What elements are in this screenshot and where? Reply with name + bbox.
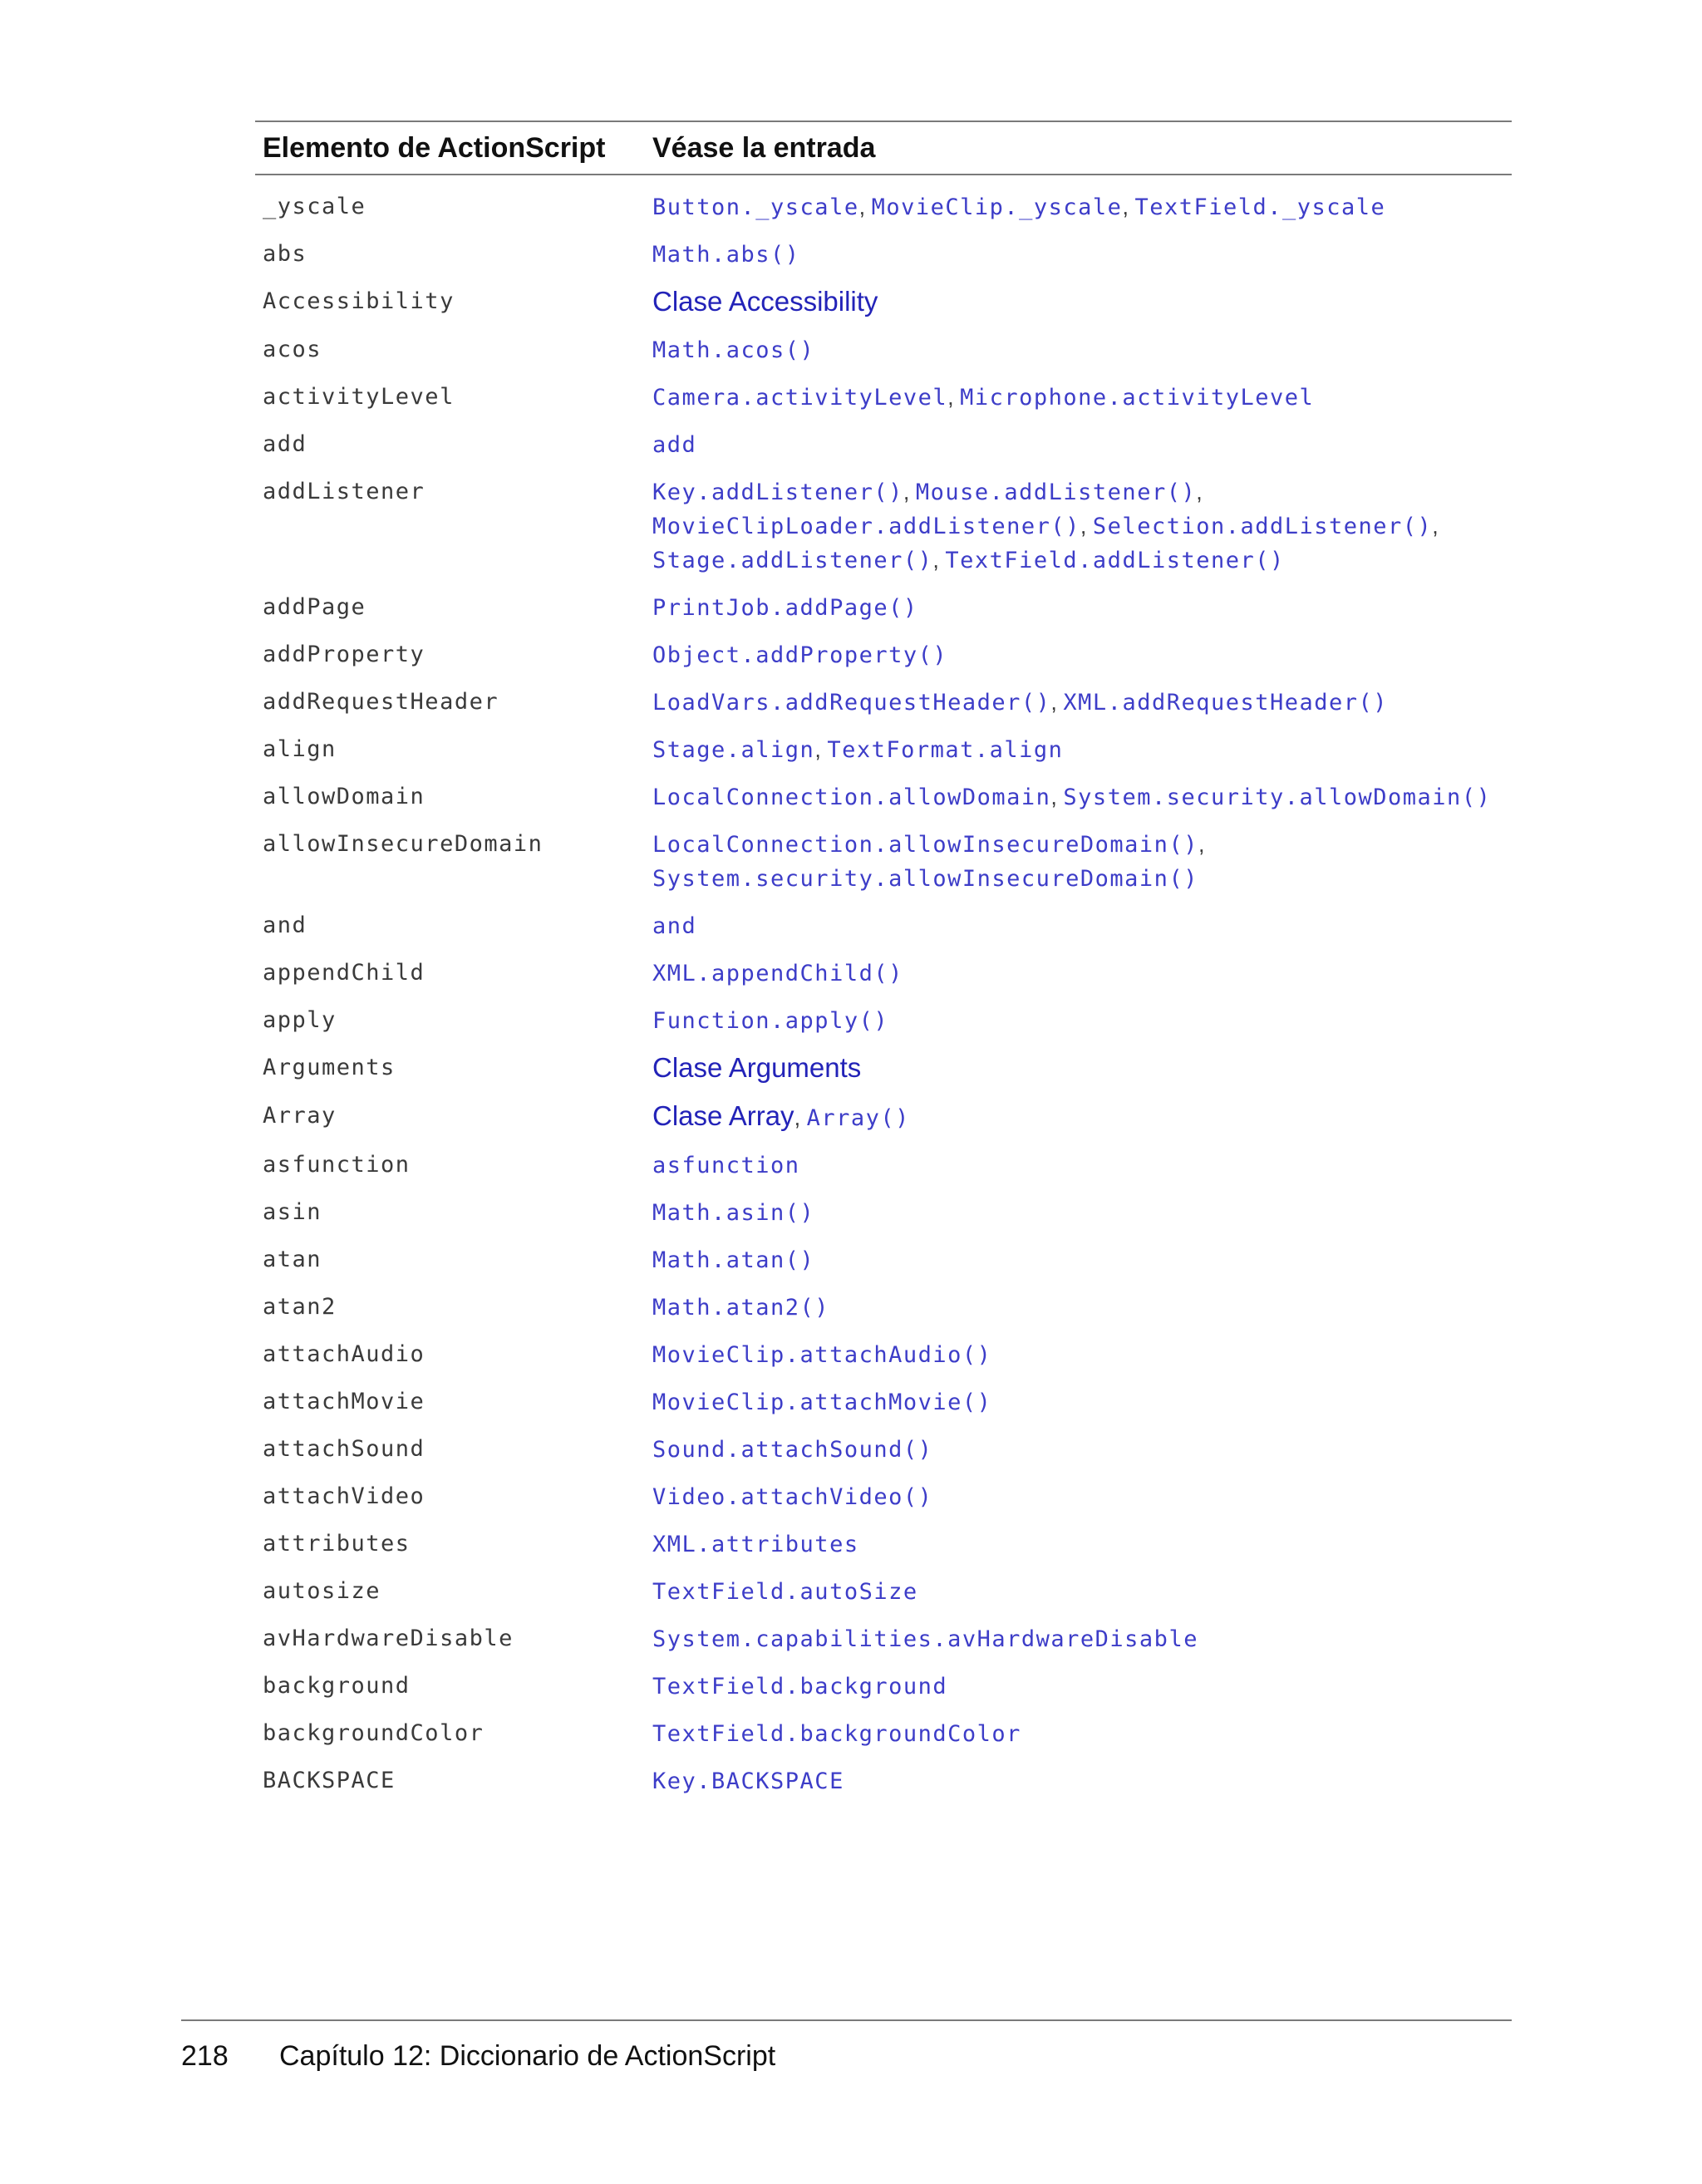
see-entry-cell [652, 190, 1512, 224]
reference-link[interactable]: System.security.allowDomain() [1063, 785, 1492, 810]
reference-link[interactable]: TextField.autoSize [652, 1579, 918, 1605]
separator: , [1050, 690, 1064, 715]
separator: , [1080, 514, 1093, 539]
table-row [255, 374, 1512, 421]
table-row [255, 1331, 1512, 1379]
table-row [255, 950, 1512, 997]
reference-link[interactable]: LoadVars.addRequestHeader() [652, 690, 1051, 716]
refs-line [652, 1338, 1512, 1372]
element-name: atan [263, 1247, 322, 1272]
reference-link[interactable]: Math.atan2() [652, 1295, 830, 1321]
refs-line [652, 1575, 1512, 1609]
reference-link[interactable]: MovieClipLoader.addListener() [652, 514, 1080, 539]
see-entry-cell [652, 1051, 1512, 1086]
refs-line [652, 190, 1512, 224]
element-name: addProperty [263, 642, 426, 667]
element-name: BACKSPACE [263, 1768, 396, 1793]
table-row [255, 903, 1512, 950]
refs-line [652, 1291, 1512, 1325]
reference-table [255, 121, 1512, 1805]
see-entry-cell [652, 1717, 1512, 1751]
see-entry-cell [652, 285, 1512, 320]
element-name: attachAudio [263, 1341, 426, 1367]
refs-line [652, 733, 1512, 767]
element-name: attachSound [263, 1436, 426, 1462]
refs-line [652, 780, 1512, 814]
refs-line [652, 591, 1512, 625]
see-entry-cell [652, 1291, 1512, 1325]
separator: , [858, 194, 872, 219]
table-row [255, 1237, 1512, 1284]
page-number: 218 [181, 2040, 229, 2072]
element-name: addRequestHeader [263, 689, 499, 715]
table-row [255, 1093, 1512, 1142]
table-row [255, 997, 1512, 1045]
element-name: Accessibility [263, 288, 455, 314]
refs-line [652, 1099, 1512, 1135]
table-row [255, 1710, 1512, 1758]
refs-line [652, 686, 1512, 720]
reference-link[interactable]: System.capabilities.avHardwareDisable [652, 1626, 1198, 1652]
reference-link[interactable]: Math.asin() [652, 1200, 815, 1226]
see-entry-cell [652, 333, 1512, 367]
reference-link[interactable]: Math.abs() [652, 242, 800, 268]
element-name: attachVideo [263, 1483, 426, 1509]
reference-link[interactable]: Clase Arguments [652, 1052, 862, 1083]
element-name: addPage [263, 594, 366, 620]
table-row [255, 327, 1512, 374]
element-name: attributes [263, 1531, 411, 1557]
table-row [255, 184, 1512, 231]
separator: , [1198, 832, 1205, 857]
reference-link[interactable]: TextField.backgroundColor [652, 1721, 1021, 1747]
see-entry-cell [652, 1670, 1512, 1704]
refs-line [652, 1622, 1512, 1656]
refs-line [652, 381, 1512, 415]
refs-line [652, 1717, 1512, 1751]
reference-link[interactable]: Clase Accessibility [652, 286, 878, 317]
see-entry-cell [652, 638, 1512, 672]
see-entry-cell [652, 780, 1512, 814]
element-name: attachMovie [263, 1389, 426, 1414]
see-entry-cell [652, 957, 1512, 991]
see-entry-cell [652, 1575, 1512, 1609]
header-see-entry: Véase la entrada [652, 131, 876, 164]
table-row [255, 1142, 1512, 1189]
reference-link[interactable]: TextField.addListener() [945, 548, 1285, 573]
see-entry-cell [652, 1764, 1512, 1798]
table-row [255, 1473, 1512, 1521]
element-name: background [263, 1673, 411, 1699]
table-body [255, 184, 1512, 1805]
element-name: addListener [263, 479, 426, 504]
reference-link[interactable]: Object.addProperty() [652, 642, 948, 668]
reference-link[interactable]: add [652, 432, 697, 458]
table-row [255, 1663, 1512, 1710]
table-row [255, 1189, 1512, 1237]
reference-link[interactable]: Stage.addListener() [652, 548, 933, 573]
reference-link[interactable]: Math.acos() [652, 337, 815, 363]
table-row [255, 421, 1512, 469]
reference-link[interactable]: XML.addRequestHeader() [1063, 690, 1389, 716]
see-entry-cell [652, 381, 1512, 415]
refs-line [652, 1004, 1512, 1038]
see-entry-cell [652, 475, 1512, 578]
separator: , [1050, 785, 1064, 809]
separator: , [1196, 480, 1203, 504]
element-name: activityLevel [263, 384, 455, 410]
reference-link[interactable]: Camera.activityLevel [652, 385, 948, 411]
table-row [255, 1379, 1512, 1426]
table-row [255, 1521, 1512, 1568]
element-name: apply [263, 1007, 337, 1033]
reference-link[interactable]: TextField._yscale [1134, 194, 1386, 220]
element-name: Array [263, 1103, 337, 1129]
table-row [255, 726, 1512, 774]
see-entry-cell [652, 828, 1512, 896]
element-name: autosize [263, 1578, 381, 1604]
separator: , [794, 1105, 807, 1130]
reference-link[interactable]: Button._yscale [652, 194, 859, 220]
reference-link[interactable]: MovieClip.attachMovie() [652, 1390, 992, 1415]
element-name: _yscale [263, 194, 366, 219]
element-name: allowDomain [263, 784, 426, 809]
reference-link[interactable]: Math.atan() [652, 1247, 815, 1273]
reference-link[interactable]: Sound.attachSound() [652, 1437, 933, 1463]
element-name: align [263, 736, 337, 762]
element-name: acos [263, 337, 322, 362]
reference-link[interactable]: XML.attributes [652, 1532, 859, 1557]
table-row [255, 632, 1512, 679]
element-name: avHardwareDisable [263, 1626, 514, 1651]
refs-line [652, 1670, 1512, 1704]
refs-line [652, 1149, 1512, 1183]
see-entry-cell [652, 1480, 1512, 1514]
reference-link[interactable]: asfunction [652, 1153, 800, 1178]
refs-line [652, 285, 1512, 320]
refs-line [652, 1051, 1512, 1086]
refs-line [652, 1196, 1512, 1230]
reference-link[interactable]: Microphone.activityLevel [960, 385, 1315, 411]
refs-line [652, 1433, 1512, 1467]
element-name: abs [263, 241, 307, 267]
reference-link[interactable]: Function.apply() [652, 1008, 889, 1034]
see-entry-cell [652, 733, 1512, 767]
see-entry-cell [652, 1004, 1512, 1038]
see-entry-cell [652, 1149, 1512, 1183]
see-entry-cell [652, 1527, 1512, 1562]
reference-link[interactable]: Key.BACKSPACE [652, 1768, 844, 1794]
see-entry-cell [652, 1385, 1512, 1419]
refs-line [652, 638, 1512, 672]
refs-line [652, 475, 1512, 509]
separator: , [814, 737, 828, 762]
table-header-row [255, 122, 1512, 174]
table-row [255, 469, 1512, 584]
see-entry-cell [652, 1433, 1512, 1467]
see-entry-cell [652, 1196, 1512, 1230]
reference-link[interactable]: Clase Array [652, 1100, 794, 1131]
reference-link[interactable]: Mouse.addListener() [915, 480, 1197, 505]
footer-rule [181, 2019, 1512, 2021]
refs-line [652, 428, 1512, 462]
element-name: asfunction [263, 1152, 411, 1178]
table-row [255, 679, 1512, 726]
element-name: appendChild [263, 960, 426, 986]
see-entry-cell [652, 238, 1512, 272]
table-row [255, 278, 1512, 327]
table-row [255, 821, 1512, 903]
reference-link[interactable]: LocalConnection.allowInsecureDomain() [652, 832, 1198, 858]
separator: , [1432, 514, 1439, 539]
see-entry-cell [652, 428, 1512, 462]
reference-link[interactable]: TextFormat.align [827, 737, 1064, 763]
reference-link[interactable]: XML.appendChild() [652, 961, 903, 986]
refs-line [652, 1527, 1512, 1562]
see-entry-cell [652, 1099, 1512, 1135]
reference-link[interactable]: and [652, 913, 697, 939]
see-entry-cell [652, 909, 1512, 943]
reference-link[interactable]: Stage.align [652, 737, 815, 763]
reference-link[interactable]: MovieClip._yscale [871, 194, 1123, 220]
element-name: allowInsecureDomain [263, 831, 544, 857]
refs-line [652, 238, 1512, 272]
table-row [255, 584, 1512, 632]
reference-link[interactable]: Array() [806, 1105, 910, 1131]
element-name: add [263, 431, 307, 457]
refs-line [652, 333, 1512, 367]
reference-link[interactable]: PrintJob.addPage() [652, 595, 918, 621]
table-row [255, 1568, 1512, 1616]
refs-line [652, 544, 1512, 578]
separator: , [903, 480, 916, 504]
refs-line [652, 1480, 1512, 1514]
see-entry-cell [652, 591, 1512, 625]
refs-line [652, 828, 1512, 862]
separator: , [932, 548, 946, 573]
separator: , [1122, 194, 1135, 219]
page-footer [181, 2040, 775, 2073]
reference-link[interactable]: MovieClip.attachAudio() [652, 1342, 992, 1368]
refs-line [652, 862, 1512, 896]
table-row [255, 231, 1512, 278]
reference-link[interactable]: System.security.allowInsecureDomain() [652, 866, 1198, 892]
see-entry-cell [652, 1622, 1512, 1656]
table-row [255, 1616, 1512, 1663]
element-name: asin [263, 1199, 322, 1225]
header-element: Elemento de ActionScript [263, 131, 606, 164]
reference-link[interactable]: Selection.addListener() [1092, 514, 1433, 539]
element-name: and [263, 912, 307, 938]
refs-line [652, 909, 1512, 943]
refs-line [652, 1764, 1512, 1798]
refs-line [652, 957, 1512, 991]
element-name: Arguments [263, 1055, 396, 1080]
reference-link[interactable]: TextField.background [652, 1674, 948, 1699]
element-name: atan2 [263, 1294, 337, 1320]
refs-line [652, 1243, 1512, 1277]
table-header-rule [255, 174, 1512, 175]
table-row [255, 1284, 1512, 1331]
reference-link[interactable]: Key.addListener() [652, 480, 903, 505]
table-row [255, 1426, 1512, 1473]
see-entry-cell [652, 1338, 1512, 1372]
table-row [255, 774, 1512, 821]
see-entry-cell [652, 686, 1512, 720]
table-row [255, 1045, 1512, 1093]
separator: , [947, 385, 961, 410]
chapter-title: Capítulo 12: Diccionario de ActionScript [279, 2040, 776, 2072]
see-entry-cell [652, 1243, 1512, 1277]
refs-line [652, 1385, 1512, 1419]
table-row [255, 1758, 1512, 1805]
reference-link[interactable]: Video.attachVideo() [652, 1484, 933, 1510]
element-name: backgroundColor [263, 1720, 485, 1746]
reference-link[interactable]: LocalConnection.allowDomain [652, 785, 1051, 810]
refs-line [652, 509, 1512, 544]
